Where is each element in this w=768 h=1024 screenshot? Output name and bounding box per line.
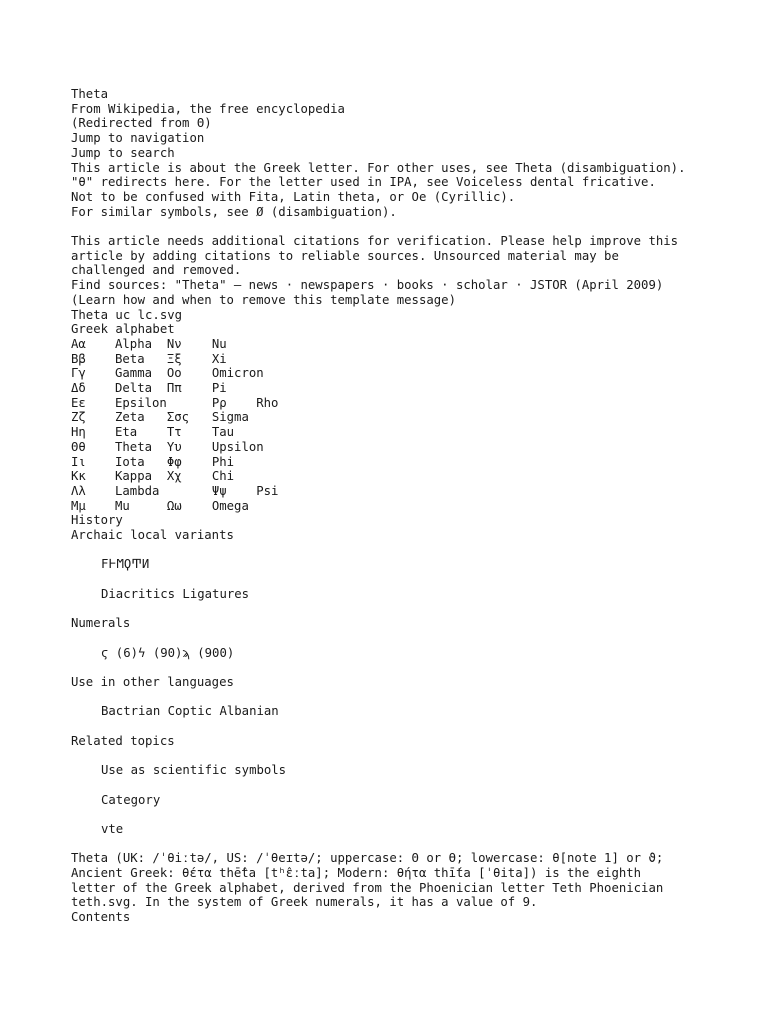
letter-glyph-right[interactable]: Ξξ [166, 351, 182, 366]
letter-name-left[interactable]: Alpha [115, 336, 153, 351]
letter-name-left[interactable]: Lambda [115, 483, 160, 498]
spacer [71, 719, 711, 734]
greek-letter-row [71, 352, 412, 367]
letter-name-right[interactable]: Pi [211, 381, 227, 396]
intro-paragraph-line: Theta (UK: /ˈθiːtə/, US: /ˈθeɪtə/; uppercase: Θ or ϴ; lowercase: θ[note 1] or ϑ; [71, 851, 664, 866]
scientific-symbols-link[interactable]: Use as scientific symbols [101, 763, 287, 778]
greek-letter-row [71, 410, 412, 425]
spacer [71, 690, 711, 705]
spacer [71, 572, 711, 587]
other-languages-links[interactable]: Bactrian Coptic Albanian [101, 704, 279, 719]
letter-name-right[interactable]: Chi [211, 469, 235, 484]
spacer [71, 749, 711, 764]
letter-name-right[interactable]: Ρρ Rho [211, 395, 279, 410]
greek-letter-row [71, 337, 412, 352]
letter-name-right[interactable]: Phi [211, 454, 235, 469]
letter-name-left[interactable]: Theta [115, 439, 153, 454]
page-title: Theta [71, 87, 109, 101]
letter-name-right[interactable]: Omicron [211, 366, 264, 381]
related-topics-heading: Related topics [71, 733, 175, 748]
jump-to-navigation-link[interactable]: Jump to navigation [71, 131, 205, 146]
letter-name-right[interactable]: Tau [211, 425, 235, 440]
intro-paragraph-line: letter of the Greek alphabet, derived from the Phoenician letter Teth Phoenician [71, 880, 664, 895]
letter-glyph-right[interactable]: Φφ [166, 454, 182, 469]
letter-name-left[interactable]: Kappa [115, 469, 153, 484]
greek-letter-row [71, 440, 412, 455]
spacer [71, 837, 711, 852]
letter-name-right[interactable]: Nu [211, 336, 227, 351]
citation-notice-line: article by adding citations to reliable sources. Unsourced material may be [71, 248, 619, 263]
redirect-note[interactable]: (Redirected from Θ) [71, 116, 212, 131]
letter-glyph-right[interactable]: Ττ [166, 425, 182, 440]
letter-glyph-right[interactable]: Οο [166, 366, 182, 381]
letter-name-left[interactable]: Gamma [115, 366, 153, 381]
category-link[interactable]: Category [101, 792, 161, 807]
letter-glyph-left[interactable]: Εε [71, 395, 86, 410]
letter-name-left[interactable]: Delta [115, 381, 153, 396]
use-other-languages-heading: Use in other languages [71, 675, 234, 690]
letter-glyph-left[interactable]: Δδ [71, 381, 86, 396]
letter-glyph-right[interactable] [167, 484, 212, 499]
greek-letter-row [71, 366, 412, 381]
letter-glyph-right[interactable]: Υυ [166, 439, 182, 454]
archaic-letters[interactable]: ϜͰϺϘͲͶ [101, 557, 150, 572]
greek-alphabet-table [71, 337, 412, 513]
greek-letter-row [71, 484, 412, 499]
article-page [71, 87, 711, 925]
vte-links[interactable]: vte [101, 821, 124, 836]
letter-glyph-left[interactable]: Γγ [71, 366, 86, 381]
letter-name-left[interactable]: Eta [115, 425, 138, 440]
spacer [71, 807, 711, 822]
archaic-variants-heading: Archaic local variants [71, 528, 234, 543]
site-tagline: From Wikipedia, the free encyclopedia [71, 101, 345, 116]
spacer [71, 631, 711, 646]
letter-name-left[interactable]: Zeta [115, 410, 145, 425]
hatnote: This article is about the Greek letter. For other uses, see Theta (disambiguation). [71, 160, 686, 175]
greek-letter-row [71, 396, 412, 411]
letter-glyph-left[interactable]: Ηη [71, 425, 86, 440]
letter-glyph-right[interactable]: Χχ [166, 469, 182, 484]
numerals-values[interactable]: ϛ (6)ϟ (90)ϡ (900) [101, 645, 235, 660]
citation-notice-line: challenged and removed. [71, 263, 242, 278]
letter-name-right[interactable]: Sigma [211, 410, 249, 425]
greek-letter-row [71, 425, 412, 440]
find-sources-line[interactable]: Find sources: "Theta" – news · newspapers · books · scholar · JSTOR (April 2009) [71, 278, 664, 293]
learn-remove-template-link[interactable]: (Learn how and when to remove this template message) [71, 292, 456, 307]
letter-glyph-left[interactable]: Αα [71, 336, 86, 351]
spacer [71, 602, 711, 617]
spacer [71, 219, 711, 234]
jump-to-search-link[interactable]: Jump to search [71, 145, 175, 160]
greek-letter-row [71, 469, 412, 484]
intro-paragraph-line: Ancient Greek: θέτα thē̂ta [tʰɛ̂ːta]; Modern: θήτα thī́ta [ˈθita]) is the eighth [71, 866, 642, 881]
hatnote: Not to be confused with Fita, Latin theta, or Oe (Cyrillic). [71, 189, 516, 204]
letter-name-right[interactable]: Ψψ Psi [211, 483, 279, 498]
greek-letter-row [71, 455, 412, 470]
letter-glyph-left[interactable]: Ιι [71, 454, 86, 469]
letter-glyph-right[interactable]: Νν [166, 336, 182, 351]
infobox-image-alt[interactable]: Theta uc lc.svg [71, 307, 183, 322]
history-link[interactable]: History [71, 513, 123, 528]
letter-glyph-left[interactable]: Μμ [71, 498, 86, 513]
citation-notice-line: This article needs additional citations for verification. Please help improve this [71, 234, 679, 249]
greek-letter-row [71, 381, 412, 396]
letter-glyph-left[interactable]: Θθ [71, 439, 86, 454]
letter-glyph-right[interactable] [167, 396, 212, 411]
intro-paragraph-line: teth.svg. In the system of Greek numerals, it has a value of 9. [71, 895, 538, 910]
letter-glyph-right[interactable]: Σσς [166, 410, 190, 425]
greek-letter-row [71, 499, 412, 514]
letter-glyph-right[interactable]: Ωω [166, 498, 182, 513]
letter-name-right[interactable]: Omega [211, 498, 249, 513]
letter-glyph-left[interactable]: Ζζ [71, 410, 86, 425]
diacritics-ligatures-links[interactable]: Diacritics Ligatures [101, 586, 250, 601]
letter-name-left[interactable]: Mu [115, 498, 130, 513]
letter-glyph-left[interactable]: Κκ [71, 469, 86, 484]
letter-name-left[interactable]: Iota [115, 454, 145, 469]
letter-name-right[interactable]: Upsilon [211, 439, 264, 454]
letter-glyph-left[interactable]: Λλ [71, 483, 86, 498]
numerals-heading: Numerals [71, 616, 131, 631]
letter-name-left[interactable]: Epsilon [115, 395, 167, 410]
spacer [71, 660, 711, 675]
contents-heading: Contents [71, 910, 131, 925]
hatnote: "θ" redirects here. For the letter used in IPA, see Voiceless dental fricative. [71, 175, 656, 190]
infobox-heading[interactable]: Greek alphabet [71, 322, 175, 337]
letter-name-right[interactable]: Xi [211, 351, 227, 366]
spacer [71, 543, 711, 558]
hatnote: For similar symbols, see Ø (disambiguation). [71, 204, 397, 219]
letter-name-left[interactable]: Beta [115, 351, 145, 366]
letter-glyph-right[interactable]: Ππ [166, 381, 182, 396]
spacer [71, 778, 711, 793]
letter-glyph-left[interactable]: Ββ [71, 351, 86, 366]
